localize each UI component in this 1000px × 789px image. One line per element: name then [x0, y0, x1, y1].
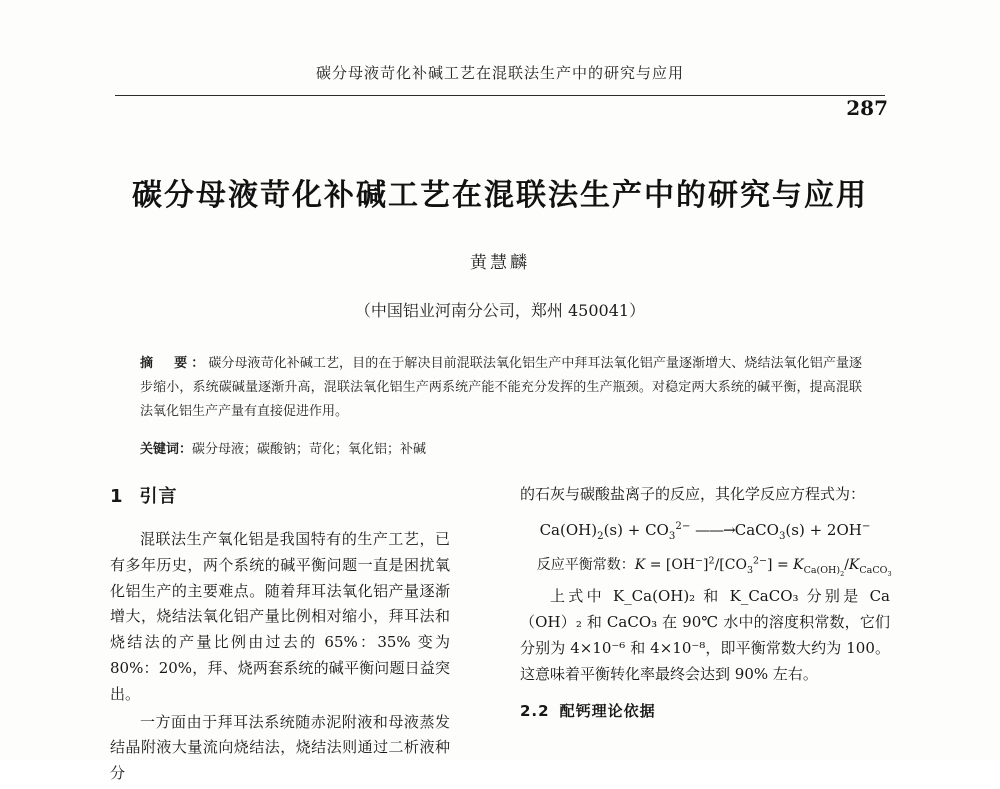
- section-heading-1: [110, 482, 450, 513]
- paragraph: 上式中 K_Ca(OH)₂ 和 K_CaCO₃ 分别是 Ca（OH）₂ 和 CaCO₃ 在 90℃ 水中的溶度积常数，它们分别为 4×10⁻⁶ 和 4×10⁻⁸，即平衡常数大约为 100。这意味着平衡转化率最终会达到 90% 左右。: [520, 587, 890, 683]
- author-name: 黄慧麟: [470, 253, 530, 273]
- paragraph: 一方面由于拜耳法系统随赤泥附液和母液蒸发结晶附液大量流向烧结法，烧结法则通过二析液种分: [110, 712, 450, 783]
- section-title: 配钙理论依据: [559, 702, 656, 721]
- author-affiliation: （中国铝业河南分公司，郑州 450041）: [354, 301, 646, 320]
- paragraph: 的石灰与碳酸盐离子的反应，其化学反应方程式为：: [520, 485, 866, 503]
- keywords-label: 关键词：: [140, 442, 193, 457]
- page-title: 碳分母液苛化补碱工艺在混联法生产中的研究与应用: [132, 178, 868, 213]
- section-number: 1: [110, 486, 124, 507]
- keywords-text: 碳分母液；碳酸钠；苛化；氧化铝；补碱: [192, 442, 427, 457]
- equation-1: $Ca(OH)_2(s) + CO_3^{2-}$ ——→CaCO$_3$(s) + 2OH−: [539, 520, 871, 542]
- section-heading-2: [520, 699, 890, 725]
- header-rule: [115, 95, 885, 96]
- paragraph: 混联法生产氧化铝是我国特有的生产工艺，已有多年历史，两个系统的碱平衡问题一直是困扰氧化铝生产的主要难点。随着拜耳法氧化铝产量逐渐增大，烧结法氧化铝产量比例相对缩小，拜耳法和烧结法的产量比例由过去的 65%：35% 变为 80%：20%，拜、烧两套系统的碱平衡问题日益突出。: [110, 529, 450, 703]
- body-column-right: [520, 482, 890, 731]
- section-number: 2.2: [520, 702, 550, 721]
- running-head: 碳分母液苛化补碱工艺在混联法生产中的研究与应用: [315, 64, 684, 82]
- page-number: 287: [846, 96, 888, 120]
- abstract: [140, 352, 862, 424]
- keywords: [140, 438, 862, 457]
- abstract-label: 摘 要：: [140, 356, 209, 371]
- equation-2: 反应平衡常数：$K = [OH^-]^2/[CO_3^{2-}] = K_{Ca(OH)_2}/K_{CaCO_3}$: [536, 555, 892, 579]
- section-title: 引言: [139, 486, 178, 507]
- abstract-text: 碳分母液苛化补碱工艺，目的在于解决目前混联法氧化铝生产中拜耳法氧化铝产量逐渐增大、烧结法氧化铝产量逐步缩小，系统碳碱量逐渐升高，混联法氧化铝生产两系统产能不能充分发挥的生产瓶颈。对稳定两大系统的碱平衡，提高混联法氧化铝生产产量有直接促进作用。: [140, 356, 862, 420]
- body-column-left: [110, 482, 450, 789]
